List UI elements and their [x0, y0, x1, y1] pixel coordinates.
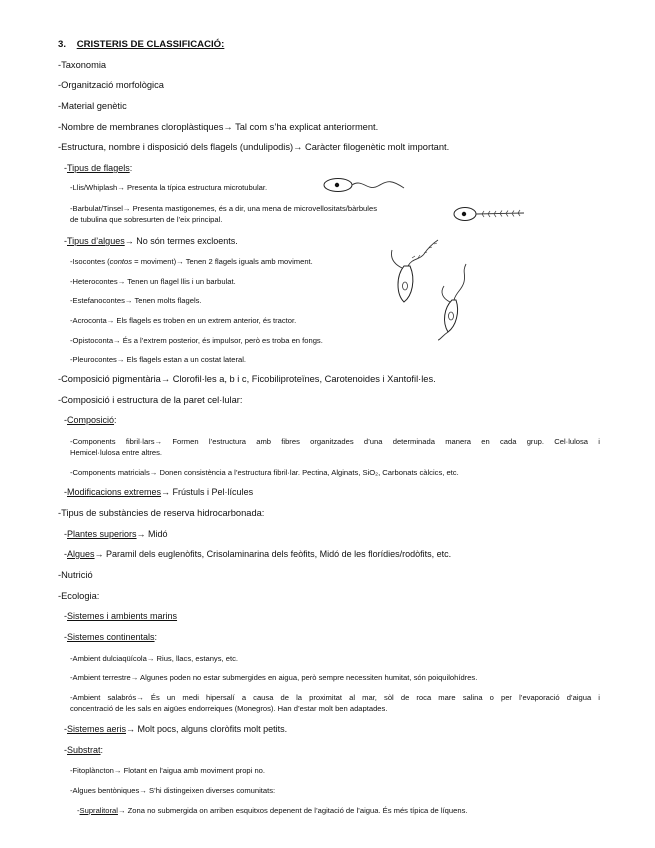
heading-substancies-reserva: -Tipus de substàncies de reserva hidrocarbonada:	[58, 508, 265, 518]
item-algues-reserva-label: Algues	[67, 549, 95, 559]
item-modificacions-extremes: -Modificacions extremes→ Frústuls i Pel·lícules	[64, 487, 254, 497]
item-modificacions-extremes-label: Modificacions extremes	[67, 487, 162, 497]
item-taxonomia: -Taxonomia	[58, 60, 107, 70]
heading-substrat-label: Substrat	[67, 745, 101, 755]
item-material-genetic: -Material genètic	[58, 101, 127, 111]
item-isocontes: -Isocontes (contos = moviment)→ Tenen 2 flagels iguals amb moviment.	[70, 257, 313, 266]
item-membranes: -Nombre de membranes cloroplàstiques→ Tal com s’ha explicat anteriorment.	[58, 122, 379, 132]
flagellum-whiplash-icon	[322, 174, 406, 196]
heading-ecologia: -Ecologia:	[58, 591, 100, 601]
item-plantes-superiors-label: Plantes superiors	[67, 529, 137, 539]
page-title	[58, 39, 224, 50]
item-sistemes-marins: -Sistemes i ambients marins	[64, 611, 178, 621]
heading-composicio: -Composició:	[64, 415, 117, 425]
item-llis-whiplash: -Llis/Whiplash→ Presenta la típica estructura microtubular.	[70, 183, 268, 192]
item-composicio-pigmentaria: -Composició pigmentària→ Clorofil·les a, b i c, Ficobiliproteïnes, Carotenoides i Xantofil·les.	[58, 374, 436, 384]
heading-tipus-algues: -Tipus d’algues→ No són termes excloents.	[64, 236, 238, 246]
heading-paret-cellular: -Composició i estructura de la paret cel·lular:	[58, 395, 243, 405]
heading-tipus-flagels-label: Tipus de flagels	[67, 163, 130, 173]
item-ambient-dulciaquicola: -Ambient dulciaqüícola→ Rius, llacs, estanys, etc.	[70, 654, 238, 663]
flagellated-algae-icon	[382, 236, 470, 340]
heading-sistemes-continentals: -Sistemes continentals:	[64, 632, 158, 642]
title-number: 3.	[58, 39, 67, 50]
item-barbulat-tinsel-line1: -Barbulat/Tinsel→ Presenta mastigonemes, és a dir, una mena de microvellositats/bàrbules	[70, 204, 377, 213]
item-ambient-salabros: -Ambient salabrós→ És un medi hipersalí a causa de la proximitat al mar, sòl de roca mare salina o per l’evaporació d’aigua i concentració de les sals en aigües endorreiques (Monegros). Han d’estar molt ben adaptades.	[70, 693, 600, 713]
item-estefanocontes: -Estefanocontes→ Tenen molts flagels.	[70, 296, 202, 305]
item-sistemes-marins-label: Sistemes i ambients marins	[67, 611, 178, 621]
heading-sistemes-continentals-label: Sistemes continentals	[67, 632, 155, 642]
item-pleurocontes: -Pleurocontes→ Els flagels estan a un costat lateral.	[70, 355, 247, 364]
item-sistemes-aeris: -Sistemes aeris→ Molt pocs, alguns cloròfits molt petits.	[64, 724, 288, 734]
item-algues-bentoniques: -Algues bentòniques→ S’hi distingeixen diverses comunitats:	[70, 786, 276, 795]
heading-substrat: -Substrat:	[64, 745, 104, 755]
item-opistoconta: -Opistoconta→ És a l’extrem posterior, és impulsor, però es troba en fongs.	[70, 336, 323, 345]
item-supralitoral: -Supralitoral→ Zona no submergida on arriben esquitxos depenent de l’agitació de l’aigua. És més típica de líquens.	[77, 806, 468, 815]
item-plantes-superiors: -Plantes superiors→ Midó	[64, 529, 168, 539]
item-organitzacio: -Organització morfològica	[58, 80, 164, 90]
item-ambient-terrestre: -Ambient terrestre→ Algunes poden no estar submergides en aigua, però sempre necessiten humitat, són poiquilohídres.	[70, 673, 478, 682]
heading-tipus-algues-label: Tipus d’algues	[67, 236, 125, 246]
item-fitoplancton: -Fitoplàncton→ Flotant en l’aigua amb moviment propi no.	[70, 766, 266, 775]
heading-composicio-label: Composició	[67, 415, 115, 425]
item-estructura-flagels: -Estructura, nombre i disposició dels flagels (undulipodis)→ Caràcter filogenètic molt important.	[58, 142, 450, 152]
heading-tipus-flagels: -Tipus de flagels:	[64, 163, 133, 173]
title-label: CRISTERIS DE CLASSIFICACIÓ:	[76, 39, 225, 50]
item-sistemes-aeris-label: Sistemes aeris	[67, 724, 127, 734]
item-heterocontes: -Heterocontes→ Tenen un flagel llis i un barbulat.	[70, 277, 236, 286]
item-acroconta: -Acroconta→ Els flagels es troben en un extrem anterior, és tractor.	[70, 316, 297, 325]
item-algues-reserva: -Algues→ Paramil dels euglenòfits, Crisolaminarina dels feòfits, Midó de les florídies/rodòfits, etc.	[64, 549, 452, 559]
item-barbulat-tinsel-line2: de tubulina que sobresurten de l’eix principal.	[70, 215, 223, 224]
item-nutricio: -Nutrició	[58, 570, 93, 580]
flagellum-tinsel-icon	[452, 203, 526, 225]
item-components-matricials: -Components matricials→ Donen consistència a l’estructura fibril·lar. Pectina, Alginats, SiO₂, Carbonats càlcics, etc.	[70, 468, 459, 477]
item-components-fibrillars: -Components fibril·lars→ Formen l’estructura amb fibres organitzades d’una determinada manera en cada grup. Cel·lulosa i Hemicel·lulosa entre altres.	[70, 437, 600, 457]
item-supralitoral-label: Supralitoral	[79, 806, 118, 815]
